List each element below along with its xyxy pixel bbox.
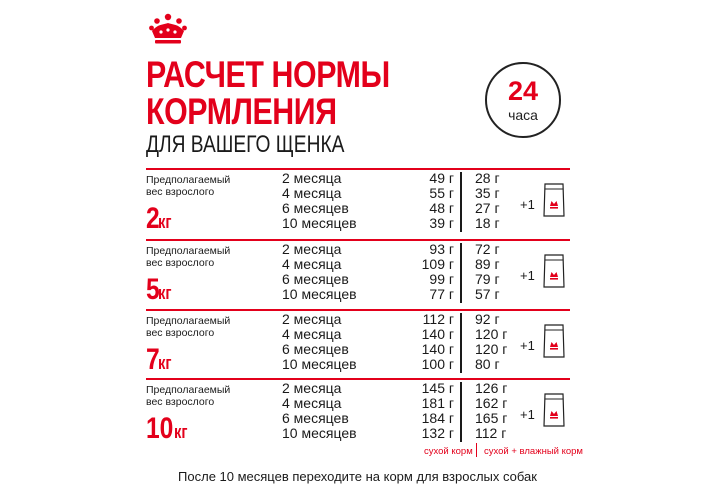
wet-cell: 57 г (475, 286, 500, 302)
weight-label-line1: Предполагаемый (146, 174, 231, 186)
weight-value (146, 414, 191, 444)
weight-unit: кг (157, 212, 172, 232)
dry-cell: 99 г (429, 271, 454, 287)
wet-cell: 126 г (475, 380, 508, 396)
weight-number: 10 (146, 412, 174, 445)
dry-cell: 145 г (421, 380, 454, 396)
wet-cell: 28 г (475, 170, 500, 186)
feeding-rows (282, 381, 512, 441)
wet-cell: 89 г (475, 256, 500, 272)
weight-label (146, 384, 246, 408)
wet-cell: 112 г (475, 425, 507, 441)
table-row (282, 171, 512, 186)
wet-food-pouch-icon (542, 253, 566, 289)
table-row (282, 186, 512, 201)
dry-cell: 181 г (421, 395, 454, 411)
dry-cell: 184 г (421, 410, 454, 426)
legend-wet-food: сухой + влажный корм (484, 446, 583, 457)
wet-food-pouch-icon (542, 323, 566, 359)
weight-unit: кг (174, 422, 188, 442)
table-row (282, 426, 512, 441)
age-cell: 6 месяцев (282, 410, 349, 426)
wet-cell: 120 г (475, 341, 508, 357)
weight-label-line1: Предполагаемый (146, 315, 231, 327)
weight-label-line2: вес взрослого (146, 396, 215, 408)
dry-cell: 112 г (422, 311, 454, 327)
block-divider (146, 309, 570, 311)
wet-cell: 79 г (475, 271, 500, 287)
weight-label-line1: Предполагаемый (146, 245, 231, 257)
table-row (282, 257, 512, 272)
age-cell: 10 месяцев (282, 215, 357, 231)
legend-separator (476, 443, 477, 457)
table-row (282, 272, 512, 287)
table-row (282, 381, 512, 396)
wet-cell: 18 г (475, 215, 500, 231)
age-cell: 6 месяцев (282, 271, 349, 287)
weight-block (146, 168, 570, 236)
age-cell: 10 месяцев (282, 356, 357, 372)
dry-cell: 48 г (429, 200, 454, 216)
dry-cell: 93 г (429, 241, 454, 257)
column-separator (460, 172, 462, 232)
table-row (282, 396, 512, 411)
feeding-rows (282, 171, 512, 231)
weight-label-line2: вес взрослого (146, 257, 215, 269)
table-row (282, 201, 512, 216)
wet-cell: 165 г (475, 410, 508, 426)
weight-block (146, 309, 570, 377)
table-row (282, 287, 512, 302)
table-row (282, 216, 512, 231)
feeding-rows (282, 242, 512, 302)
dry-cell: 55 г (429, 185, 454, 201)
feeding-rows (282, 312, 512, 372)
weight-block (146, 378, 570, 446)
footer-note: После 10 месяцев переходите на корм для взрослых собак (178, 469, 537, 484)
wet-food-pouch-icon (542, 392, 566, 428)
dry-cell: 77 г (429, 286, 454, 302)
age-cell: 4 месяца (282, 256, 342, 272)
plus-one-label: +1 (520, 407, 535, 422)
age-cell: 4 месяца (282, 185, 342, 201)
age-cell: 2 месяца (282, 380, 342, 396)
weight-number: 5 (146, 273, 160, 306)
page-title-line2: КОРМЛЕНИЯ (146, 91, 337, 132)
dry-cell: 132 г (421, 425, 454, 441)
table-row (282, 411, 512, 426)
wet-cell: 80 г (475, 356, 500, 372)
weight-number: 7 (146, 343, 160, 376)
dry-cell: 39 г (429, 215, 454, 231)
hours-badge (485, 62, 561, 138)
weight-number: 2 (146, 202, 160, 235)
weight-label (146, 315, 246, 339)
age-cell: 10 месяцев (282, 425, 357, 441)
weight-value (146, 275, 174, 305)
age-cell: 4 месяца (282, 395, 342, 411)
dry-cell: 49 г (429, 170, 454, 186)
column-separator (460, 243, 462, 303)
plus-one-label: +1 (520, 268, 535, 283)
crown-logo-icon (148, 12, 188, 46)
column-separator (460, 382, 462, 442)
weight-label (146, 174, 246, 198)
wet-cell: 27 г (475, 200, 500, 216)
legend-dry-food: сухой корм (424, 446, 473, 457)
weight-unit: кг (157, 353, 172, 373)
table-row (282, 312, 512, 327)
table-row (282, 327, 512, 342)
weight-value (146, 345, 174, 375)
plus-one-label: +1 (520, 338, 535, 353)
weight-label (146, 245, 246, 269)
age-cell: 6 месяцев (282, 341, 349, 357)
page-title-line1: РАСЧЕТ НОРМЫ (146, 54, 390, 95)
weight-label-line1: Предполагаемый (146, 384, 231, 396)
column-separator (460, 313, 462, 373)
dry-cell: 109 г (421, 256, 454, 272)
table-row (282, 242, 512, 257)
wet-food-pouch-icon (542, 182, 566, 218)
weight-unit: кг (157, 283, 172, 303)
wet-cell: 35 г (475, 185, 500, 201)
age-cell: 2 месяца (282, 241, 342, 257)
table-row (282, 357, 512, 372)
age-cell: 10 месяцев (282, 286, 357, 302)
block-divider (146, 239, 570, 241)
weight-label-line2: вес взрослого (146, 186, 215, 198)
dry-cell: 140 г (421, 341, 454, 357)
page-subtitle: ДЛЯ ВАШЕГО ЩЕНКА (146, 131, 345, 158)
dry-cell: 140 г (421, 326, 454, 342)
weight-block (146, 239, 570, 307)
age-cell: 4 месяца (282, 326, 342, 342)
dry-cell: 100 г (421, 356, 454, 372)
age-cell: 2 месяца (282, 170, 342, 186)
hours-badge-number: 24 (507, 76, 539, 106)
weight-value (146, 204, 174, 234)
hours-badge-unit: часа (508, 107, 538, 123)
wet-cell: 162 г (475, 395, 508, 411)
wet-cell: 72 г (475, 241, 500, 257)
table-row (282, 342, 512, 357)
block-divider (146, 168, 570, 170)
weight-label-line2: вес взрослого (146, 327, 215, 339)
age-cell: 6 месяцев (282, 200, 349, 216)
wet-cell: 120 г (475, 326, 508, 342)
age-cell: 2 месяца (282, 311, 342, 327)
plus-one-label: +1 (520, 197, 535, 212)
wet-cell: 92 г (475, 311, 500, 327)
